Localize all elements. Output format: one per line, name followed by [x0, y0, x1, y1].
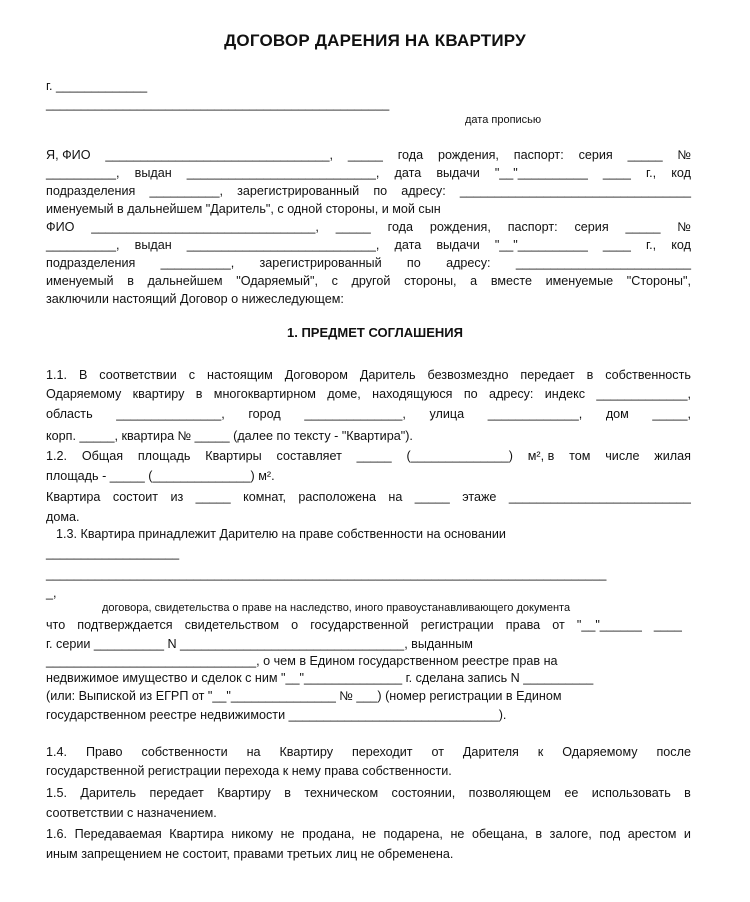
word: ________________________________, — [91, 220, 319, 234]
word: индекс — [544, 387, 586, 401]
word: с — [331, 274, 338, 288]
word: город — [248, 407, 281, 421]
word: № — [677, 148, 691, 162]
word: "__"__________ — [494, 238, 588, 252]
word: __________________________ — [508, 490, 691, 504]
parties-line-5 — [46, 219, 691, 235]
word: область — [46, 407, 93, 421]
clause-1-5-line-2: соответствии с назначением. — [46, 806, 217, 820]
word: на — [388, 490, 403, 504]
word: Я, ФИО — [46, 148, 91, 162]
word: что — [46, 618, 66, 632]
word: улица — [429, 407, 465, 421]
word: г., — [646, 166, 657, 180]
word: том — [569, 449, 591, 463]
word: серия — [574, 220, 609, 234]
word: Договором — [284, 368, 348, 382]
document-title: ДОГОВОР ДАРЕНИЯ НА КВАРТИРУ — [224, 31, 526, 50]
word: доме, — [327, 387, 361, 401]
word: арестом — [627, 827, 677, 841]
word: В — [78, 368, 88, 382]
word: Квартиру — [217, 786, 271, 800]
word: квартиру — [132, 387, 185, 401]
word: ____ — [602, 238, 631, 252]
word: серия — [578, 148, 613, 162]
word: не — [280, 827, 295, 841]
clause-1-3-line-7: ______________________________, о чем в Едином государственном реестре прав на — [46, 654, 558, 668]
word: в — [284, 786, 291, 800]
word: в — [586, 368, 594, 382]
word: дом — [605, 407, 629, 421]
word: _________________________________ — [459, 184, 691, 198]
word: именуемые — [545, 274, 614, 288]
word: _______________, — [116, 407, 225, 421]
word: Квартиры — [205, 449, 262, 463]
word: _____, — [652, 407, 691, 421]
word: подарена, — [383, 827, 443, 841]
word: Одаряемому — [562, 745, 638, 759]
word: __________, — [46, 166, 120, 180]
word: с — [188, 368, 196, 382]
word: адресу: — [446, 256, 491, 270]
word: безвозмездно — [427, 368, 509, 382]
word: состоянии, — [391, 786, 456, 800]
parties-line-2 — [46, 165, 691, 181]
word: _____________, — [487, 407, 583, 421]
word: ___________________________, — [186, 166, 380, 180]
word: года — [397, 148, 424, 162]
word: использовать — [591, 786, 671, 800]
word: после — [656, 745, 691, 759]
word: в — [684, 786, 691, 800]
word: в — [535, 827, 543, 841]
word: Квартира — [169, 827, 224, 841]
clause-1-3-line-2: ___________________ — [46, 546, 180, 560]
parties-line-9: заключили настоящий Договор о нижеследующем: — [46, 292, 344, 306]
word: не — [362, 827, 376, 841]
word: ее — [564, 786, 579, 800]
word: __________, — [160, 256, 235, 270]
clause-1-1-line-4: корп. _____, квартира № _____ (далее по тексту - "Квартира"). — [46, 429, 413, 443]
word: ________________________________, — [105, 148, 333, 162]
word: соответствии — [99, 368, 177, 382]
word: находящуюся — [372, 387, 453, 401]
word: регистрации — [420, 618, 494, 632]
word: "Стороны", — [626, 274, 691, 288]
word: Одаряемому — [46, 387, 122, 401]
word: стороны, — [404, 274, 457, 288]
clause-1-6-line-1 — [46, 826, 691, 842]
word: зарегистрированный — [237, 184, 360, 198]
word: ______________, — [304, 407, 406, 421]
word: адресу: — [488, 387, 534, 401]
parties-line-8 — [46, 273, 691, 289]
word: выдан — [134, 166, 172, 180]
word: жилая — [654, 449, 691, 463]
clause-1-3-line-8: недвижимое имущество и сделок с ним "__"______________ г. сделана запись N __________ — [46, 671, 594, 685]
clause-1-3-line-1: 1.3. Квартира принадлежит Дарителю на праве собственности на основании — [56, 527, 506, 541]
word: года — [387, 220, 414, 234]
word: государственной — [310, 618, 409, 632]
word: __________, — [149, 184, 224, 198]
word: составляет — [276, 449, 342, 463]
word: ____ — [653, 618, 682, 632]
clause-1-4-line-1 — [46, 744, 691, 760]
word: этаже — [462, 490, 497, 504]
word: переходит — [351, 745, 413, 759]
date-caption: дата прописью — [465, 114, 542, 126]
word: Даритель — [80, 786, 137, 800]
word: г., — [646, 238, 657, 252]
word: дата — [394, 166, 422, 180]
word: (______________) — [406, 449, 513, 463]
word: на — [246, 745, 261, 759]
word: код — [671, 166, 691, 180]
word: передает — [520, 368, 575, 382]
clause-1-3-line-6: г. серии __________ N ________________________________, выданным — [46, 637, 473, 651]
word: именуемый — [46, 274, 114, 288]
word: выдачи — [436, 238, 480, 252]
section-1-title: 1. ПРЕДМЕТ СОГЛАШЕНИЯ — [287, 325, 463, 340]
word: площадь — [137, 449, 191, 463]
clause-1-3-line-3: ________________________________________________________________________________ — [46, 567, 607, 581]
word: Передаваемая — [74, 827, 162, 841]
clause-1-1-line-3 — [46, 406, 691, 422]
word: многоквартирном — [213, 387, 316, 401]
word: рождения, — [429, 220, 491, 234]
word: подразделения — [46, 184, 136, 198]
word: рождения, — [437, 148, 499, 162]
word: _____ — [335, 220, 371, 234]
word: собственности — [141, 745, 228, 759]
word: от — [431, 745, 444, 759]
word: 1.4. — [46, 745, 68, 759]
parties-line-1 — [46, 147, 691, 163]
word: 1.6. — [46, 827, 68, 841]
parties-line-6 — [46, 237, 691, 253]
word: передает — [149, 786, 204, 800]
word: по — [406, 256, 421, 270]
word: подтверждается — [77, 618, 173, 632]
word: под — [599, 827, 621, 841]
word: "__"______ — [576, 618, 642, 632]
clause-1-3-line-5 — [46, 617, 682, 633]
word: из — [170, 490, 184, 504]
date-line: _________________________________________________ — [46, 97, 390, 111]
word: _____ — [356, 449, 392, 463]
word: ___________________________, — [186, 238, 380, 252]
word: _________________________ — [515, 256, 691, 270]
word: состоит — [112, 490, 159, 504]
word: настоящим — [207, 368, 273, 382]
word: от — [552, 618, 565, 632]
clause-1-3-caption: договора, свидетельства о праве на наследство, иного правоустанавливающего документа — [102, 602, 571, 614]
word: _____ — [625, 220, 661, 234]
word: ФИО — [46, 220, 75, 234]
word: не — [450, 827, 465, 841]
word: ____ — [602, 166, 631, 180]
word: расположена — [298, 490, 376, 504]
word: м², в — [527, 449, 555, 463]
word: "Одаряемый", — [236, 274, 318, 288]
word: 1.1. — [46, 368, 68, 382]
word: _____ — [627, 148, 663, 162]
parties-line-4: именуемый в дальнейшем "Даритель", с одной стороны, и мой сын — [46, 202, 441, 216]
word: Право — [85, 745, 123, 759]
word: права — [505, 618, 541, 632]
word: вместе — [490, 274, 532, 288]
word: _____________, — [596, 387, 691, 401]
clause-1-2-line-1 — [46, 448, 691, 464]
word: дальнейшем — [147, 274, 223, 288]
clause-1-1-line-1 — [46, 367, 691, 383]
clause-1-3-line-4: _, — [46, 586, 57, 600]
word: обещана, — [471, 827, 528, 841]
clause-1-2-line-4: дома. — [46, 510, 80, 524]
word: 1.2. — [46, 449, 68, 463]
clause-1-3-line-9: (или: Выпиской из ЕГРП от "__"_______________ № ___) (номер регистрации в Едином — [46, 689, 562, 703]
word: позволяющем — [468, 786, 551, 800]
word: свидетельством — [184, 618, 280, 632]
word: Квартира — [46, 490, 101, 504]
word: Дарителя — [462, 745, 519, 759]
word: "__"__________ — [494, 166, 588, 180]
word: _____ — [347, 148, 383, 162]
word: комнат, — [243, 490, 286, 504]
word: зарегистрированный — [259, 256, 382, 270]
word: залоге, — [549, 827, 592, 841]
word: паспорт: — [513, 148, 564, 162]
parties-line-3 — [46, 183, 691, 199]
word: паспорт: — [507, 220, 558, 234]
word: а — [470, 274, 478, 288]
word: 1.5. — [46, 786, 68, 800]
city-line: г. _____________ — [46, 79, 148, 93]
word: __________, — [46, 238, 120, 252]
word: код — [671, 238, 691, 252]
word: № — [677, 220, 691, 234]
word: дата — [394, 238, 422, 252]
clause-1-4-line-2: государственной регистрации перехода к нему права собственности. — [46, 764, 452, 778]
clause-1-1-line-2 — [46, 386, 691, 402]
word: по — [373, 184, 388, 198]
clause-1-2-line-2: площадь - _____ (______________) м². — [46, 469, 275, 483]
word: продана, — [302, 827, 355, 841]
word: техническом — [304, 786, 379, 800]
word: адресу: — [401, 184, 446, 198]
clause-1-2-line-3 — [46, 489, 691, 505]
parties-line-7 — [46, 255, 691, 271]
word: _____ — [414, 490, 450, 504]
clause-1-6-line-2: иным запрещением не состоит, правами третьих лиц не обременена. — [46, 847, 454, 861]
word: числе — [605, 449, 640, 463]
word: о — [291, 618, 299, 632]
word: и — [683, 827, 691, 841]
word: в — [127, 274, 134, 288]
word: другой — [351, 274, 391, 288]
word: подразделения — [46, 256, 136, 270]
word: к — [537, 745, 544, 759]
clause-1-3-line-10: государственном реестре недвижимости ______________________________). — [46, 708, 507, 722]
word: Общая — [81, 449, 124, 463]
word: выдан — [134, 238, 172, 252]
clause-1-5-line-1 — [46, 785, 691, 801]
word: Даритель — [359, 368, 416, 382]
word: выдачи — [436, 166, 480, 180]
word: по — [463, 387, 478, 401]
word: _____ — [195, 490, 231, 504]
word: Квартиру — [279, 745, 334, 759]
word: собственность — [605, 368, 691, 382]
word: в — [195, 387, 203, 401]
word: никому — [231, 827, 274, 841]
